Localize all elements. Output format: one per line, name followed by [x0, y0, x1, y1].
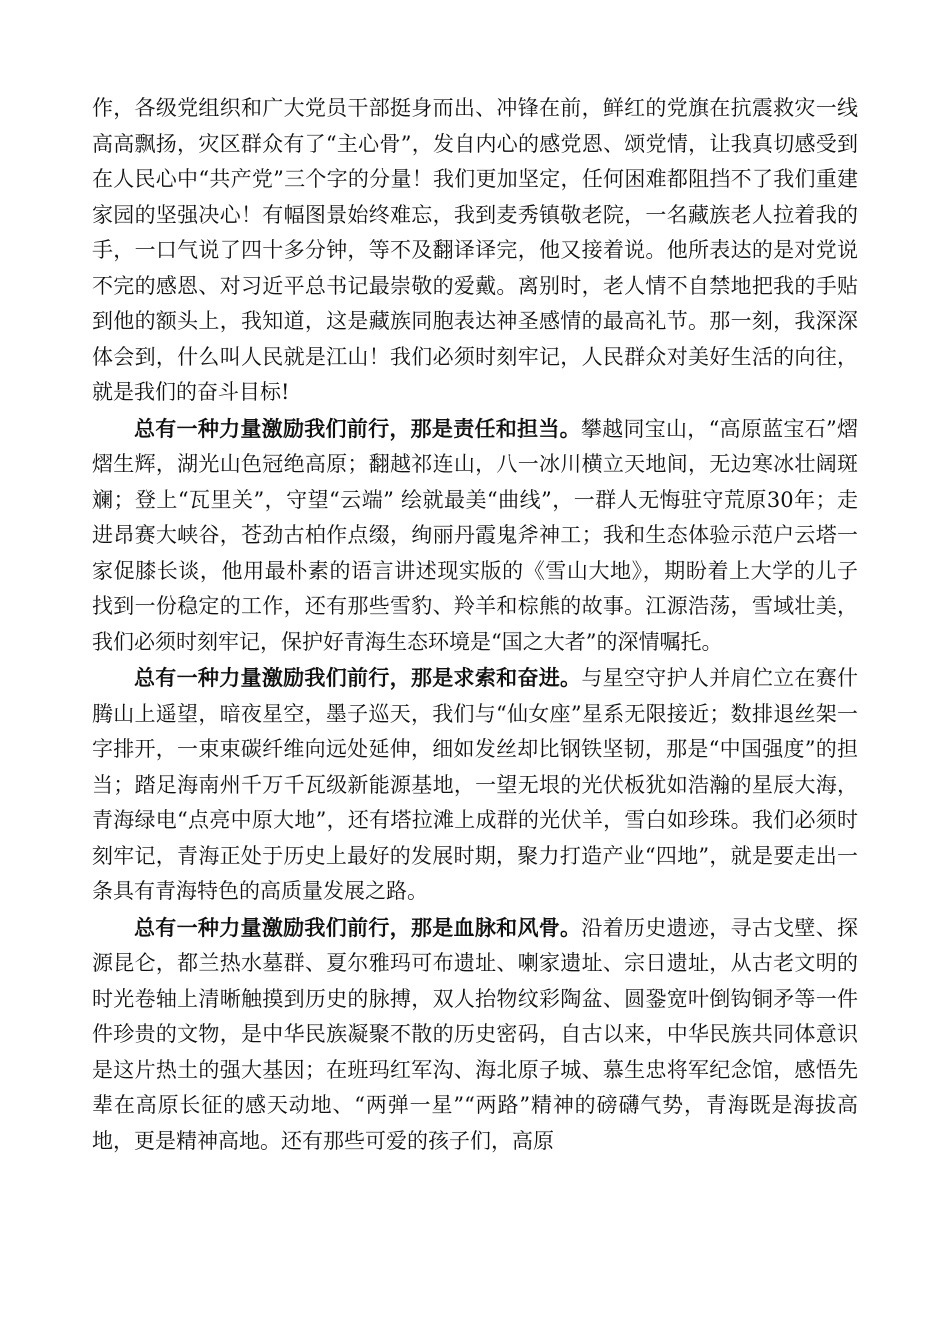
paragraph-text: 沿着历史遗迹，寻古戈壁、探源昆仑，都兰热水墓群、夏尔雅玛可布遗址、喇家遗址、宗日遗址，从古老文明的时光卷轴上清晰触摸到历史的脉搏，双人抬物纹彩陶盆、圆銎宽叶倒钩铜矛等一件件珍贵的文物，是中华民族凝聚不散的历史密码，自古以来，中华民族共同体意识是这片热土的强大基因；在班玛红军沟、海北原子城、慕生忠将军纪念馆，感悟先辈在高原长征的感天动地、“两弹一星”“两路”精神的磅礴气势，青海既是海拔高地，更是精神高地。还有那些可爱的孩子们，高原	[92, 915, 859, 1153]
document-body	[92, 90, 858, 1159]
paragraph-2	[92, 411, 858, 661]
paragraph-4	[92, 910, 858, 1160]
paragraph-lead: 总有一种力量激励我们前行，那是血脉和风骨。	[134, 914, 582, 940]
paragraph-text: 与星空守护人并肩伫立在赛什腾山上遥望，暗夜星空，墨子巡天，我们与“仙女座”星系无限接近；数排退丝架一字排开，一束束碳纤维向远处延伸，细如发丝却比钢铁坚韧，那是“中国强度”的担当；踏足海南州千万千瓦级新能源基地，一望无垠的光伏板犹如浩瀚的星辰大海，青海绿电“点亮中原大地”，还有塔拉滩上成群的光伏羊，雪白如珍珠。我们必须时刻牢记，青海正处于历史上最好的发展时期，聚力打造产业“四地”，就是要走出一条具有青海特色的高质量发展之路。	[92, 666, 859, 903]
paragraph-text: 攀越同宝山，“高原蓝宝石”熠熠生辉，湖光山色冠绝高原；翻越祁连山，八一冰川横立天地间，无边寒冰壮阔斑斓；登上“瓦里关”，守望“云端” 绘就最美“曲线”，一群人无悔驻守荒原30年；走进昂赛大峡谷，苍劲古柏作点缀，绚丽丹霞鬼斧神工；我和生态体验示范户云塔一家促膝长谈，他用最朴素的语言讲述现实版的《雪山大地》，期盼着上大学的儿子找到一份稳定的工作，还有那些雪豹、羚羊和棕熊的故事。江源浩荡，雪域壮美，我们必须时刻牢记，保护好青海生态环境是“国之大者”的深情嘱托。	[92, 416, 858, 654]
paragraph-text: 作，各级党组织和广大党员干部挺身而出、冲锋在前，鲜红的党旗在抗震救灾一线高高飘扬，灾区群众有了“主心骨”，发自内心的感党恩、颂党情，让我真切感受到在人民心中“共产党”三个字的分量！我们更加坚定，任何困难都阻挡不了我们重建家园的坚强决心！有幅图景始终难忘，我到麦秀镇敬老院，一名藏族老人拉着我的手，一口气说了四十多分钟，等不及翻译译完，他又接着说。他所表达的是对党说不完的感恩、对习近平总书记最崇敬的爱戴。离别时，老人情不自禁地把我的手贴到他的额头上，我知道，这是藏族同胞表达神圣感情的最高礼节。那一刻，我深深体会到，什么叫人民就是江山！我们必须时刻牢记，人民群众对美好生活的向往，就是我们的奋斗目标!	[92, 96, 858, 404]
paragraph-3	[92, 660, 858, 910]
paragraph-lead: 总有一种力量激励我们前行，那是责任和担当。	[134, 415, 581, 441]
paragraph-lead: 总有一种力量激励我们前行，那是求索和奋进。	[134, 665, 582, 690]
paragraph-1	[92, 90, 858, 411]
